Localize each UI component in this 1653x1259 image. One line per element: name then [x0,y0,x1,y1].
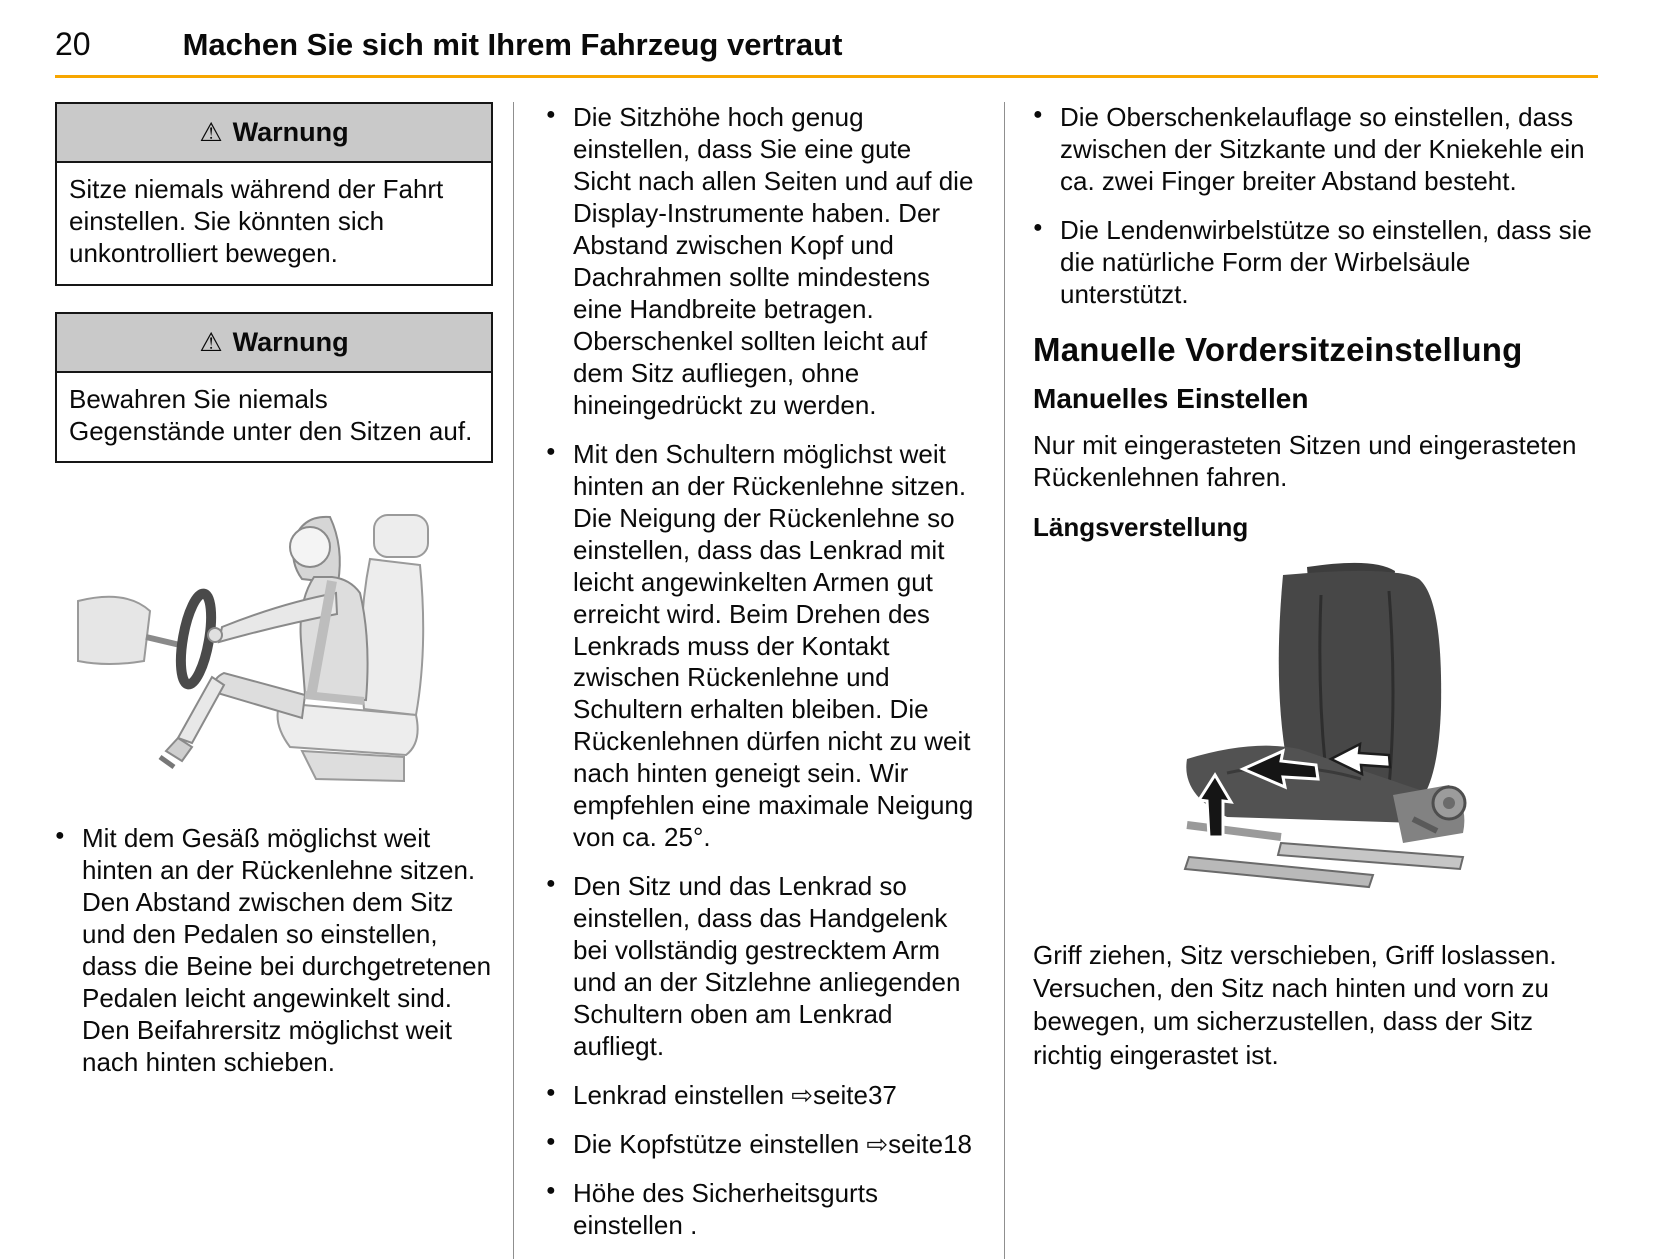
warning-header [57,314,491,373]
bullet-text: Mit den Schultern möglichst weit hinten an der Rückenlehne sitzen. Die Neigung der Rückenlehne so einstellen, dass das Lenkrad mit leicht angewinkelten Armen gut erreicht wird. Beim Drehen des Lenkrads muss der Kontakt zwischen Rückenlehne und Schultern erhalten bleiben. Die Rückenlehnen dürfen nicht zu weit nach hinten geneigt sein. Wir empfehlen eine maximale Neigung von ca. 25°. [573,438,974,853]
bullet-item [1033,215,1598,311]
column-middle [513,102,1005,1259]
warning-text: Sitze niemals während der Fahrt einstellen. Sie könnten sich unkontrolliert bewegen. [69,174,444,269]
seat-adjustment-illustration [1063,555,1598,895]
bullet-item [55,823,493,1079]
bullet-text: Mit dem Gesäß möglichst weit hinten an der Rückenlehne sitzen. Den Abstand zwischen dem Sitz und den Pedalen so einstellen, dass die Beine bei durchgetretenen Pedalen leicht angewinkelt sind. Den Beifahrersitz möglichst weit nach hinten schieben. [82,823,492,1077]
column-left [55,102,513,1259]
bullet-item [546,102,974,422]
warning-icon: ⚠ [199,326,223,357]
header-rule [55,75,1598,78]
warning-title: Warnung [232,326,349,357]
seat-adjustment-drawing [1131,555,1531,895]
figure-caption: Griff ziehen, Sitz verschieben, Griff loslassen. Versuchen, den Sitz nach hinten und vorn zu bewegen, um sicherzustellen, dass der Sitz richtig eingerastet ist. [1033,939,1557,1070]
driver-posture-illustration [55,489,493,791]
warning-text: Bewahren Sie niemals Gegenstände unter den Sitzen auf. [69,383,473,446]
warning-title: Warnung [232,117,349,147]
bullet-item [546,1178,974,1242]
posture-list-right [1033,102,1598,311]
posture-list-middle [546,102,974,1242]
bullet-text: Die Oberschenkelauflage so einstellen, dass zwischen der Sitzkante und der Kniekehle ein ca. zwei Finger breiter Abstand besteht. [1060,102,1585,196]
section-heading: Manuelle Vordersitzeinstellung [1033,330,1523,368]
page-title: Machen Sie sich mit Ihrem Fahrzeug vertraut [182,27,843,62]
warning-box-1 [55,102,493,286]
bullet-text: Lenkrad einstellen ⇨seite37 [573,1080,897,1111]
bullet-text: Höhe des Sicherheitsgurts einstellen . [573,1178,878,1240]
bullet-item [1033,102,1598,198]
page-number: 20 [55,26,91,62]
bullet-item-page-reference [546,1129,974,1161]
content-columns [55,102,1598,1259]
bullet-text: Die Kopfstütze einstellen ⇨seite18 [573,1129,973,1160]
intro-paragraph: Nur mit eingerasteten Sitzen und eingerasteten Rückenlehnen fahren. [1033,429,1577,493]
bullet-item [546,871,974,1063]
bullet-item [546,439,974,855]
page-header [55,26,1598,63]
driver-posture-drawing [74,489,474,791]
bullet-text: Die Lendenwirbelstütze so einstellen, dass sie die natürliche Form der Wirbelsäule unterstützt. [1060,214,1592,309]
warning-header [57,104,491,163]
subsection-heading: Manuelles Einstellen [1033,382,1309,414]
bullet-text: Die Sitzhöhe hoch genug einstellen, dass Sie eine gute Sicht nach allen Seiten und auf die Display-Instrumente haben. Der Abstand zwischen Kopf und Dachrahmen sollte mindestens eine Handbreite betragen. Oberschenkel sollten leicht auf dem Sitz aufliegen, ohne hineingedrückt zu werden. [573,102,974,420]
posture-list-left [55,823,493,1079]
bullet-item-page-reference [546,1080,974,1112]
adjustment-label: Längsverstellung [1033,511,1249,542]
warning-box-2 [55,312,493,463]
warning-icon: ⚠ [199,117,223,147]
bullet-text: Den Sitz und das Lenkrad so einstellen, dass das Handgelenk bei vollständig gestrecktem Arm und an der Sitzlehne anliegenden Schultern oben am Lenkrad aufliegt. [573,871,961,1062]
column-right [1005,102,1598,1259]
